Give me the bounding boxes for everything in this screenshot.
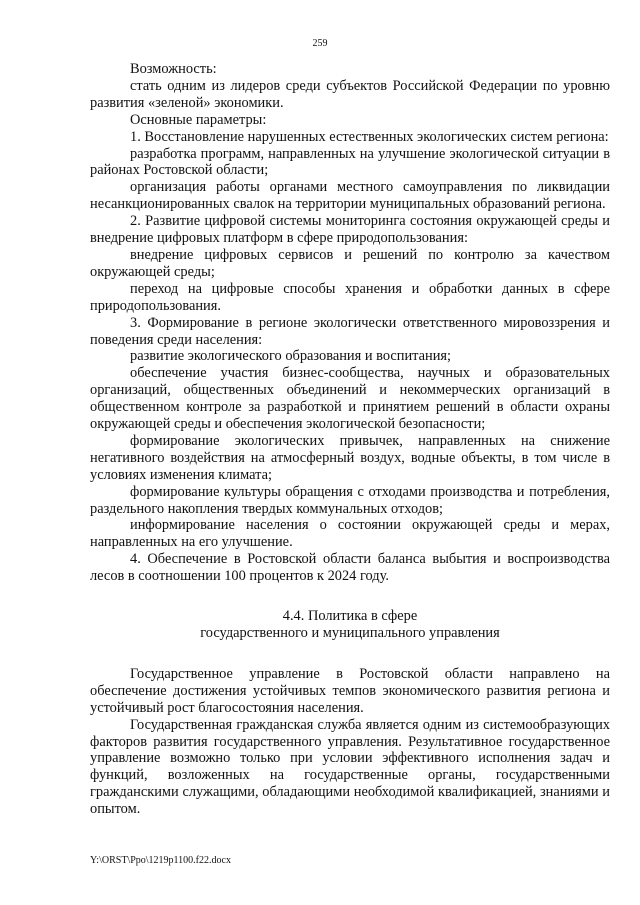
paragraph: 4. Обеспечение в Ростовской области баланса выбытия и воспроизводства лесов в соотношении 100 процентов к 2024 году. xyxy=(90,551,610,585)
paragraph: Основные параметры: xyxy=(130,111,267,128)
paragraph: Возможность: xyxy=(130,61,217,77)
paragraph: Государственная гражданская служба является одним из системообразующих факторов развития государственного управления. Результативное государственное управление возможно только при условии эффективного исполнения задач и функций, возложенных на государственные органы, государственными гражданскими служащими, обладающими необходимой квалификацией, знаниями и опытом. xyxy=(90,716,610,818)
section-body-bottom xyxy=(90,666,610,818)
paragraph: переход на цифровые способы хранения и обработки данных в сфере природопользования. xyxy=(90,280,610,314)
paragraph: формирование культуры обращения с отходами производства и потребления, раздельного накопления твердых коммунальных отходов; xyxy=(90,483,610,517)
paragraph: Государственное управление в Ростовской области направлено на обеспечение достижения устойчивых темпов экономического развития региона и устойчивый рост благосостояния населения. xyxy=(90,665,610,716)
paragraph: развитие экологического образования и воспитания; xyxy=(130,348,452,365)
paragraph: формирование экологических привычек, направленных на снижение негативного воздействия на атмосферный воздух, водные объекты, в том числе в условиях изменения климата; xyxy=(90,432,610,483)
paragraph: организация работы органами местного самоуправления по ликвидации несанкционированных свалок на территории муниципальных образований региона. xyxy=(90,179,610,213)
paragraph: информирование населения о состоянии окружающей среды и мерах, направленных на его улучшение. xyxy=(90,517,610,551)
paragraph: стать одним из лидеров среди субъектов Российской Федерации по уровню развития «зеленой» экономики. xyxy=(90,77,610,111)
section-heading-line1: 4.4. Политика в сфере xyxy=(282,608,418,625)
document-body xyxy=(90,61,610,818)
section-body-top xyxy=(90,61,610,585)
section-heading xyxy=(90,608,610,642)
paragraph: 1. Восстановление нарушенных естественных экологических систем региона: xyxy=(130,128,609,145)
footer-file-path: Y:\ORST\Ppo\1219p1100.f22.docx xyxy=(90,855,231,866)
paragraph: 3. Формирование в регионе экологически ответственного мировоззрения и поведения среди населения: xyxy=(90,314,610,348)
paragraph: внедрение цифровых сервисов и решений по контролю за качеством окружающей среды; xyxy=(90,246,610,280)
page-number: 259 xyxy=(312,38,328,49)
paragraph: 2. Развитие цифровой системы мониторинга состояния окружающей среды и внедрение цифровых платформ в сфере природопользования: xyxy=(90,213,610,247)
paragraph: разработка программ, направленных на улучшение экологической ситуации в районах Ростовской области; xyxy=(90,145,610,179)
paragraph: обеспечение участия бизнес-сообщества, научных и образовательных организаций, общественных объединений и некоммерческих организаций в общественном контроле за разработкой и принятием решений в области охраны окружающей среды и обеспечения экологической безопасности; xyxy=(90,365,610,433)
section-heading-line2: государственного и муниципального управления xyxy=(200,625,500,641)
